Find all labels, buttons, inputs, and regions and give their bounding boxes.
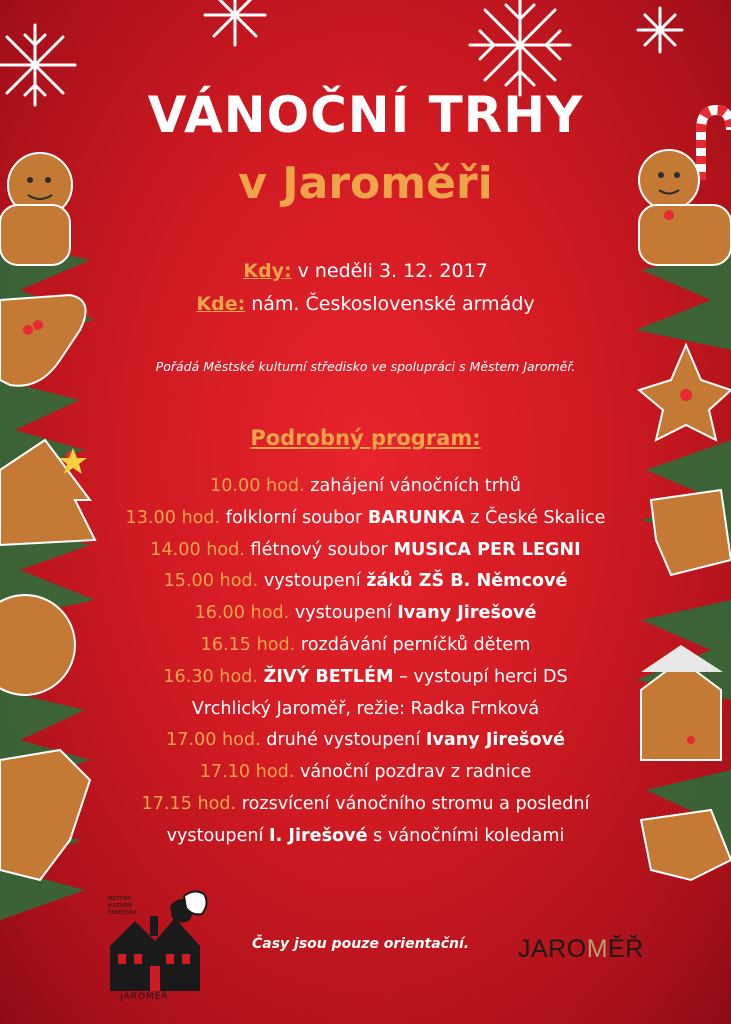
organizer-text: Pořádá Městské kulturní středisko ve spolupráci s Městem Jaroměř. [155, 359, 576, 374]
snowflake-decoration-top-right [460, 0, 580, 100]
program-time: 15.00 hod. [163, 571, 264, 592]
program-item [0, 662, 731, 694]
program-text: – vystoupí herci DS [393, 666, 568, 687]
program-text: Vrchlický Jaroměř, režie: Radka Frnková [191, 698, 540, 719]
logo-pre: JARO [518, 935, 587, 963]
jaromer-logo [518, 935, 644, 964]
logo-crown: M [586, 935, 609, 963]
program-text: zahájení vánočních trhů [310, 476, 521, 496]
program-text: MUSICA PER LEGNI [393, 539, 581, 560]
program-time: 16.15 hod. [200, 634, 301, 655]
where-label: Kde: [196, 293, 246, 315]
program-text: rozdávání perníčků dětem [300, 634, 531, 655]
program-text: rozsvícení vánočního stromu a poslední [241, 793, 590, 814]
program-text: BARUNKA [367, 507, 465, 528]
logo-line: MĚSTSKÉ [108, 896, 132, 902]
program-list [0, 471, 731, 853]
program-text: druhé vystoupení [266, 730, 426, 751]
snowflake-decoration-top-center [190, 0, 280, 60]
when-line [0, 260, 731, 282]
page-title: VÁNOČNÍ TRHY [147, 86, 584, 144]
program-item [0, 789, 731, 821]
program-time: 13.00 hod. [125, 507, 226, 528]
note-text: Časy jsou pouze orientační. [252, 936, 470, 952]
program-item [0, 503, 731, 535]
program-title: Podrobný program: [250, 426, 481, 450]
when-value: v neděli 3. 12. 2017 [297, 260, 488, 282]
program-time: 17.15 hod. [141, 793, 242, 814]
program-item [0, 757, 731, 789]
program-text: z České Skalice [464, 507, 606, 528]
program-text: folklorní soubor [225, 507, 368, 528]
logo-text [108, 896, 136, 917]
program-text: vystoupení [166, 825, 270, 846]
program-item [0, 630, 731, 662]
program-item [0, 598, 731, 630]
logo-line: STŘEDISKO [108, 910, 137, 916]
logo-bottom-text: JAROMĚŘ [120, 992, 169, 1002]
page-subtitle: v Jaroměři [238, 158, 493, 209]
program-item [0, 471, 731, 503]
program-text: s vánočními koledami [367, 825, 565, 846]
cultural-center-logo [100, 886, 220, 1006]
program-time: 16.00 hod. [194, 603, 295, 624]
program-text: žáků ZŠ B. Němcové [366, 571, 568, 592]
program-time: 17.00 hod. [166, 730, 267, 751]
program-text: vystoupení [294, 603, 398, 624]
where-value: nám. Československé armády [251, 293, 535, 315]
where-line [0, 293, 731, 315]
program-text: ŽIVÝ BETLÉM [263, 666, 394, 687]
program-text: vystoupení [263, 571, 367, 592]
program-item [0, 535, 731, 567]
logo-line: KULTURNÍ [108, 903, 133, 909]
program-text: vánoční pozdrav z radnice [299, 762, 532, 783]
program-time: 17.10 hod. [199, 762, 300, 783]
program-item [0, 725, 731, 757]
program-text: flétnový soubor [250, 539, 394, 560]
program-time: 10.00 hod. [210, 476, 311, 496]
program-item [0, 566, 731, 598]
program-item [0, 821, 731, 853]
program-text: I. Jirešové [269, 825, 368, 846]
program-text: Ivany Jirešové [397, 603, 537, 624]
program-time: 16.30 hod. [163, 666, 264, 687]
when-label: Kdy: [243, 260, 292, 282]
program-item [0, 694, 731, 726]
program-text: Ivany Jirešové [425, 730, 565, 751]
logo-post: ĚŘ [608, 935, 644, 963]
program-time: 14.00 hod. [150, 539, 251, 560]
